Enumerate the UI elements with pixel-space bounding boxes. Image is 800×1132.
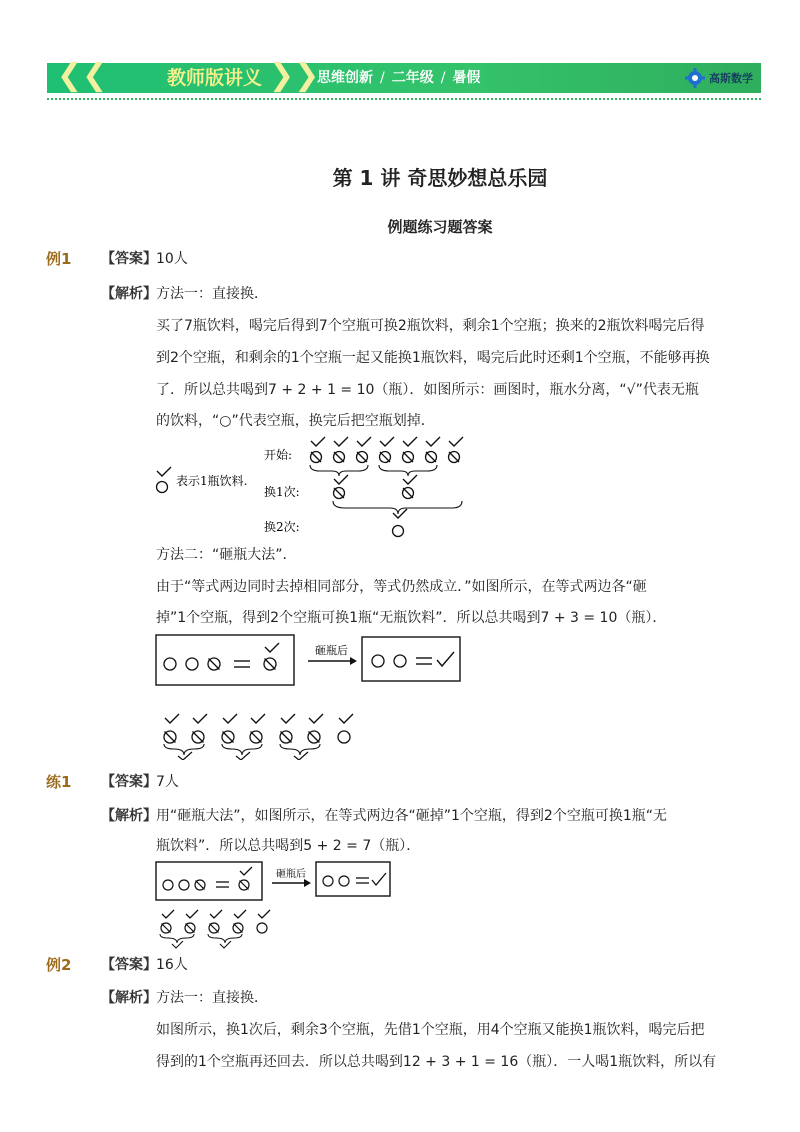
smash-bottle-diagram bbox=[150, 632, 470, 760]
answer-key: 【答案】 bbox=[101, 251, 157, 267]
answer-value: 7人 bbox=[156, 774, 179, 790]
method-heading: 方法一：直接换． bbox=[156, 286, 268, 302]
bottle-row-exchange-2 bbox=[393, 509, 408, 537]
legend-bottle-icon bbox=[157, 482, 168, 493]
chevron-left-icon: ❮❮ bbox=[57, 58, 108, 93]
logo-text: 高斯数学 bbox=[709, 72, 753, 85]
page-subtitle: 例题练习题答案 bbox=[387, 218, 493, 236]
paragraph-line: 到2个空瓶，和剩余的1个空瓶一起又能换1瓶饮料，喝完后此时还剩1个空瓶，不能够再换 bbox=[156, 350, 710, 366]
paragraph-line: 用“砸瓶大法”，如图所示，在等式两边各“砸掉”1个空瓶，得到2个空瓶可换1瓶“无 bbox=[156, 808, 667, 824]
handout-tag: 教师版讲义 bbox=[167, 67, 263, 89]
analysis-key: 【解析】 bbox=[101, 808, 157, 824]
paragraph-line: 掉”1个空瓶，得到2个空瓶可换1瓶“无瓶饮料”．所以总共喝到7 + 3 = 10（瓶）． bbox=[156, 610, 667, 626]
bottle-row-start bbox=[311, 437, 464, 463]
answer-key: 【答案】 bbox=[101, 957, 157, 973]
paragraph-line: 买了7瓶饮料，喝完后得到7个空瓶可换2瓶饮料，剩余1个空瓶；换来的2瓶饮料喝完后得 bbox=[156, 318, 705, 334]
paragraph-line: 的饮料，“○”代表空瓶，换完后把空瓶划掉． bbox=[156, 413, 435, 429]
practice-label: 练1 bbox=[46, 773, 72, 791]
method-heading: 方法二：“砸瓶大法”． bbox=[156, 547, 297, 563]
answer-value: 16人 bbox=[156, 957, 188, 973]
page-title: 第 1 讲 奇思妙想总乐园 bbox=[332, 166, 548, 190]
breadcrumb-item: 思维创新 bbox=[317, 70, 373, 86]
paragraph-line: 得到的1个空瓶再还回去．所以总共喝到12 + 3 + 1 = 16（瓶）．一人喝1瓶饮料，所以有 bbox=[156, 1054, 717, 1070]
bottle-row-smash bbox=[164, 714, 353, 743]
row-label: 开始: bbox=[264, 448, 293, 462]
chevron-right-icon: ❯❯ bbox=[269, 58, 320, 93]
paragraph-line: 了．所以总共喝到7 + 2 + 1 = 10（瓶）．如图所示：画图时，瓶水分离，“√”代表无瓶 bbox=[156, 382, 699, 398]
smash-bottle-diagram-2 bbox=[150, 858, 400, 950]
exchange-diagram bbox=[150, 433, 480, 545]
legend-text: 表示1瓶饮料. bbox=[176, 474, 248, 488]
header-divider bbox=[47, 98, 761, 100]
legend-check-icon bbox=[157, 467, 171, 476]
answer-key: 【答案】 bbox=[101, 774, 157, 790]
bottle-row-exchange-1 bbox=[334, 475, 418, 499]
answer-value: 10人 bbox=[156, 251, 188, 267]
arrow-label: 砸瓶后 bbox=[315, 644, 348, 657]
arrow-label: 砸瓶后 bbox=[276, 869, 306, 880]
method-heading: 方法一：直接换． bbox=[156, 990, 268, 1006]
header-bar bbox=[47, 58, 761, 93]
paragraph-line: 由于“等式两边同时去掉相同部分，等式仍然成立．”如图所示，在等式两边各“砸 bbox=[156, 579, 647, 595]
bottle-row-smash-2 bbox=[161, 910, 270, 933]
breadcrumb: 思维创新 / 二年级 / 暑假 bbox=[317, 70, 481, 86]
analysis-key: 【解析】 bbox=[101, 990, 157, 1006]
example-label: 例2 bbox=[46, 956, 72, 974]
paragraph-line: 如图所示，换1次后，剩余3个空瓶，先借1个空瓶，用4个空瓶又能换1瓶饮料，喝完后把 bbox=[156, 1022, 705, 1038]
paragraph-line: 瓶饮料”．所以总共喝到5 + 2 = 7（瓶）． bbox=[156, 838, 421, 854]
gear-logo-icon bbox=[685, 68, 705, 88]
example-label: 例1 bbox=[46, 250, 72, 268]
analysis-key: 【解析】 bbox=[101, 286, 157, 302]
breadcrumb-item: 暑假 bbox=[452, 70, 481, 86]
breadcrumb-item: 二年级 bbox=[391, 70, 434, 86]
row-label: 换1次: bbox=[264, 485, 300, 499]
row-label: 换2次: bbox=[264, 520, 300, 534]
logo bbox=[685, 67, 753, 89]
